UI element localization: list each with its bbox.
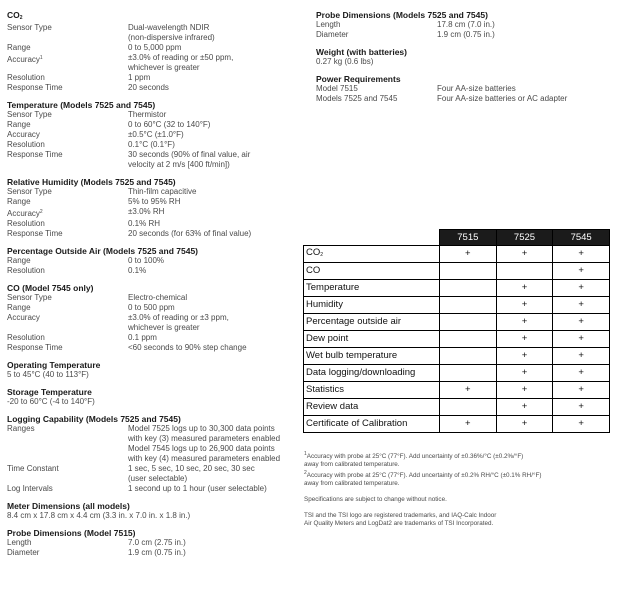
spec-value — [128, 313, 299, 333]
spec-value-line: ±0.5°C (±1.0°F) — [128, 130, 184, 139]
table-header-row — [304, 230, 610, 246]
availability-cell — [440, 348, 497, 365]
section-probe-7525-7545 — [316, 10, 612, 40]
table-row — [304, 416, 610, 433]
section-title-co2 — [7, 10, 299, 23]
section-humidity — [7, 177, 299, 239]
footnotes — [304, 450, 604, 528]
spec-label: Response Time — [7, 150, 63, 159]
section-storage-temperature — [7, 387, 299, 407]
spec-value — [128, 120, 299, 130]
spec-value-line: 1.9 cm (0.75 in.) — [437, 30, 495, 39]
availability-cell: + — [553, 263, 610, 280]
availability-cell: + — [440, 382, 497, 399]
spec-value — [128, 548, 299, 558]
spec-row — [7, 219, 299, 229]
availability-cell: + — [496, 348, 553, 365]
spec-label: Range — [7, 256, 31, 265]
section-probe-7515 — [7, 528, 299, 558]
spec-value — [128, 229, 299, 239]
feature-cell: Review data — [304, 399, 440, 416]
spec-label: Diameter — [316, 30, 349, 39]
section-title-probe-7515: Probe Dimensions (Model 7515) — [7, 528, 136, 538]
spec-row — [7, 229, 299, 239]
spec-label: Models 7525 and 7545 — [316, 94, 398, 103]
spec-value — [128, 197, 299, 207]
spec-value-line: Four AA-size batteries — [437, 84, 516, 93]
section-title-meter-dimensions: Meter Dimensions (all models) — [7, 501, 130, 511]
spec-value-line: 1 ppm — [128, 73, 151, 82]
spec-value-line: Thin-film capacitive — [128, 187, 197, 196]
spec-row — [7, 83, 299, 93]
availability-cell: + — [440, 246, 497, 263]
table-header-7515: 7515 — [440, 230, 497, 246]
spec-label: Accuracy$^2$ — [7, 209, 43, 218]
spec-row — [316, 30, 612, 40]
change-notice: Specifications are subject to change without notice. — [304, 496, 447, 503]
availability-cell: + — [553, 348, 610, 365]
spec-value-line: 0 to 500 ppm — [128, 303, 175, 312]
section-title-probe-7525-7545: Probe Dimensions (Models 7525 and 7545) — [316, 10, 488, 20]
spec-label: Accuracy — [7, 130, 40, 139]
spec-row — [7, 140, 299, 150]
spec-value-line: Thermistor — [128, 110, 167, 119]
spec-label: Ranges — [7, 424, 35, 433]
meter-dimensions-value: 8.4 cm x 17.8 cm x 4.4 cm (3.3 in. x 7.0 in. x 1.8 in.) — [7, 511, 191, 520]
spec-value — [128, 53, 299, 73]
spec-value — [128, 140, 299, 150]
spec-value-line: 0.1°C (0.1°F) — [128, 140, 175, 149]
availability-cell: + — [553, 382, 610, 399]
spec-value-line: 0.1 ppm — [128, 333, 157, 342]
section-power — [316, 74, 612, 104]
availability-cell: + — [496, 314, 553, 331]
spec-label: Range — [7, 303, 31, 312]
spec-label: Model 7515 — [316, 84, 358, 93]
table-row — [304, 263, 610, 280]
availability-cell — [496, 263, 553, 280]
spec-row — [7, 110, 299, 120]
spec-value — [128, 43, 299, 53]
availability-cell — [440, 331, 497, 348]
footnote-1 — [304, 450, 604, 461]
footnote-marker: 1 — [39, 55, 43, 61]
feature-cell: Statistics — [304, 382, 440, 399]
spec-row — [7, 187, 299, 197]
spec-value-line: with key (4) measured parameters enabled — [128, 454, 281, 463]
availability-cell: + — [553, 331, 610, 348]
section-operating-temperature — [7, 360, 299, 380]
spec-row — [7, 120, 299, 130]
spec-value-line: 0.1% — [128, 266, 147, 275]
spec-label: Response Time — [7, 83, 63, 92]
left-column — [7, 10, 299, 565]
availability-cell: + — [496, 416, 553, 433]
availability-cell — [440, 263, 497, 280]
trademark-line-1: TSI and the TSI logo are registered trademarks, and IAQ-Calc Indoor — [304, 512, 497, 519]
spec-row — [316, 20, 612, 30]
spec-value-line: Model 7545 logs up to 26,900 data points — [128, 444, 275, 453]
spec-value-line: 0 to 100% — [128, 256, 165, 265]
spec-value-line: 1 second up to 1 hour (user selectable) — [128, 484, 267, 493]
spec-row — [7, 424, 299, 464]
table-row — [304, 382, 610, 399]
spec-row — [7, 43, 299, 53]
spec-label: Sensor Type — [7, 110, 52, 119]
spec-value — [128, 219, 299, 229]
spec-row — [7, 23, 299, 43]
spec-value-line: whichever is greater — [128, 63, 200, 72]
spec-label: Sensor Type — [7, 187, 52, 196]
spec-value-line: 17.8 cm (7.0 in.) — [437, 20, 495, 29]
spec-value-line: (user selectable) — [128, 474, 188, 483]
spec-row — [316, 84, 612, 94]
section-title-logging: Logging Capability (Models 7525 and 7545) — [7, 414, 181, 424]
spec-value — [128, 538, 299, 548]
spec-value — [128, 256, 299, 266]
footnote-2-cont: away from calibrated temperature. — [304, 480, 400, 487]
spec-value — [128, 303, 299, 313]
availability-cell: + — [553, 365, 610, 382]
spec-label: Range — [7, 43, 31, 52]
footnote-marker: 2 — [39, 209, 43, 215]
spec-label: Length — [316, 20, 341, 29]
spec-row — [7, 53, 299, 73]
spec-value — [128, 484, 299, 494]
section-title-temperature: Temperature (Models 7525 and 7545) — [7, 100, 156, 110]
spec-value — [128, 23, 299, 43]
spec-label: Response Time — [7, 229, 63, 238]
footnote-1-line: Accuracy with probe at 25°C (77°F). Add uncertainty of ±0.36%/°C (±0.2%/°F) — [306, 453, 524, 460]
footnote-1-marker: 1 — [304, 451, 307, 457]
spec-label: Response Time — [7, 343, 63, 352]
spec-row — [7, 207, 299, 219]
spec-value — [128, 130, 299, 140]
co2-title-text: CO — [7, 10, 20, 20]
operating-temperature-value: 5 to 45°C (40 to 113°F) — [7, 370, 89, 379]
feature-cell: CO — [304, 263, 440, 280]
feature-cell: Data logging/downloading — [304, 365, 440, 382]
availability-cell — [440, 297, 497, 314]
spec-value — [437, 20, 612, 30]
storage-temperature-value: -20 to 60°C (-4 to 140°F) — [7, 397, 95, 406]
table-row — [304, 297, 610, 314]
spec-row — [7, 464, 299, 484]
feature-cell: Percentage outside air — [304, 314, 440, 331]
weight-value: 0.27 kg (0.6 lbs) — [316, 57, 374, 66]
spec-value — [437, 94, 612, 104]
spec-row — [7, 256, 299, 266]
model-feature-table — [303, 229, 610, 433]
spec-value — [437, 84, 612, 94]
spec-label: Range — [7, 197, 31, 206]
table-row — [304, 399, 610, 416]
feature-cell: Wet bulb temperature — [304, 348, 440, 365]
spec-value — [128, 343, 299, 353]
spec-row — [7, 484, 299, 494]
section-co — [7, 283, 299, 353]
spec-label: Length — [7, 538, 32, 547]
spec-value-line: 0.1% RH — [128, 219, 161, 228]
spec-label: Accuracy$^1$ — [7, 55, 43, 64]
availability-cell — [440, 365, 497, 382]
availability-cell: + — [496, 399, 553, 416]
feature-cell: $CO_2$ — [304, 246, 440, 263]
spec-value — [128, 333, 299, 343]
spec-value — [128, 150, 299, 170]
table-row — [304, 348, 610, 365]
section-logging — [7, 414, 299, 494]
spec-value-line: 7.0 cm (2.75 in.) — [128, 538, 186, 547]
spec-value-line: with key (3) measured parameters enabled — [128, 434, 281, 443]
spec-row — [7, 266, 299, 276]
spec-label: Diameter — [7, 548, 40, 557]
spec-row — [7, 303, 299, 313]
availability-cell: + — [553, 280, 610, 297]
feature-cell: Humidity — [304, 297, 440, 314]
section-meter-dimensions — [7, 501, 299, 521]
table-header-blank — [304, 230, 440, 246]
availability-cell: + — [553, 246, 610, 263]
spec-label: Time Constant — [7, 464, 59, 473]
section-outside-air — [7, 246, 299, 276]
table-header-7545: 7545 — [553, 230, 610, 246]
spec-row — [7, 313, 299, 333]
spec-value — [128, 187, 299, 197]
table-row — [304, 246, 610, 263]
availability-cell: + — [553, 399, 610, 416]
spec-value — [128, 207, 299, 219]
spec-value-line: Dual-wavelength NDIR — [128, 23, 210, 32]
spec-row — [7, 538, 299, 548]
trademark-line-2: Air Quality Meters and LogDat2 are trademarks of TSI Incorporated. — [304, 520, 494, 527]
availability-cell: + — [496, 297, 553, 314]
spec-row — [316, 94, 612, 104]
footnote-2-line: Accuracy with probe at 25°C (77°F). Add uncertainty of ±0.2% RH/°C (±0.1% RH/°F) — [306, 472, 542, 479]
spec-value-line: 1 sec, 5 sec, 10 sec, 20 sec, 30 sec — [128, 464, 255, 473]
table-row — [304, 331, 610, 348]
spec-row — [7, 130, 299, 140]
spec-value — [128, 73, 299, 83]
availability-cell: + — [496, 365, 553, 382]
right-column — [316, 10, 612, 111]
section-title-weight: Weight (with batteries) — [316, 47, 407, 57]
spec-value — [128, 110, 299, 120]
section-title-outside-air: Percentage Outside Air (Models 7525 and 7545) — [7, 246, 199, 256]
spec-label: Log Intervals — [7, 484, 53, 493]
spec-value — [128, 83, 299, 93]
spec-value — [128, 464, 299, 484]
spec-value-line: <60 seconds to 90% step change — [128, 343, 247, 352]
spec-row — [7, 333, 299, 343]
section-title-co: CO (Model 7545 only) — [7, 283, 94, 293]
spec-row — [7, 548, 299, 558]
spec-label: Resolution — [7, 73, 45, 82]
spec-value-line: ±3.0% of reading or ±50 ppm, — [128, 53, 234, 62]
spec-label: Resolution — [7, 219, 45, 228]
availability-cell: + — [496, 280, 553, 297]
availability-cell: + — [553, 314, 610, 331]
spec-value-line: whichever is greater — [128, 323, 200, 332]
feature-cell: Certificate of Calibration — [304, 416, 440, 433]
spec-label: Resolution — [7, 266, 45, 275]
spec-value-line: 5% to 95% RH — [128, 197, 181, 206]
section-title-operating-temperature: Operating Temperature — [7, 360, 101, 370]
footnote-2 — [304, 469, 604, 480]
availability-cell — [440, 280, 497, 297]
spec-value-line: 1.9 cm (0.75 in.) — [128, 548, 186, 557]
spec-label: Range — [7, 120, 31, 129]
footnote-1-cont: away from calibrated temperature. — [304, 461, 400, 468]
co2-title-subscript: 2 — [19, 15, 23, 21]
section-title-storage-temperature: Storage Temperature — [7, 387, 92, 397]
spec-value-line: 0 to 60°C (32 to 140°F) — [128, 120, 211, 129]
spec-value-line: Model 7525 logs up to 30,300 data points — [128, 424, 275, 433]
spec-label: Sensor Type — [7, 23, 52, 32]
availability-cell: + — [496, 246, 553, 263]
spec-value — [128, 293, 299, 303]
spec-value-line: velocity at 2 m/s [400 ft/min]) — [128, 160, 230, 169]
section-temperature — [7, 100, 299, 170]
availability-cell: + — [553, 297, 610, 314]
spec-value — [128, 266, 299, 276]
table-row — [304, 314, 610, 331]
spec-value-line: Electro-chemical — [128, 293, 188, 302]
table-row — [304, 280, 610, 297]
section-co2 — [7, 10, 299, 93]
spec-row — [7, 343, 299, 353]
spec-value-line: ±3.0% RH — [128, 207, 165, 216]
spec-value-line: 20 seconds — [128, 83, 169, 92]
spec-label: Resolution — [7, 140, 45, 149]
section-title-power: Power Requirements — [316, 74, 401, 84]
spec-label: Sensor Type — [7, 293, 52, 302]
spec-value-line: Four AA-size batteries or AC adapter — [437, 94, 568, 103]
spec-row — [7, 197, 299, 207]
availability-cell — [440, 314, 497, 331]
spec-value-line: 20 seconds (for 63% of final value) — [128, 229, 252, 238]
footnote-2-marker: 2 — [304, 470, 307, 476]
section-title-humidity: Relative Humidity (Models 7525 and 7545) — [7, 177, 176, 187]
spec-value-line: 0 to 5,000 ppm — [128, 43, 182, 52]
feature-cell: Temperature — [304, 280, 440, 297]
spec-row — [7, 293, 299, 303]
availability-cell: + — [496, 382, 553, 399]
spec-row — [7, 73, 299, 83]
availability-cell — [440, 399, 497, 416]
spec-row — [7, 150, 299, 170]
table-row — [304, 365, 610, 382]
spec-value — [437, 30, 612, 40]
availability-cell: + — [553, 416, 610, 433]
spec-value — [128, 424, 299, 464]
spec-value-line: 30 seconds (90% of final value, air — [128, 150, 251, 159]
availability-cell: + — [440, 416, 497, 433]
feature-cell: Dew point — [304, 331, 440, 348]
availability-cell: + — [496, 331, 553, 348]
spec-label: Resolution — [7, 333, 45, 342]
table-header-7525: 7525 — [496, 230, 553, 246]
spec-value-line: (non-dispersive infrared) — [128, 33, 215, 42]
section-weight — [316, 47, 612, 67]
spec-value-line: ±3.0% of reading or ±3 ppm, — [128, 313, 229, 322]
spec-label: Accuracy — [7, 313, 40, 322]
